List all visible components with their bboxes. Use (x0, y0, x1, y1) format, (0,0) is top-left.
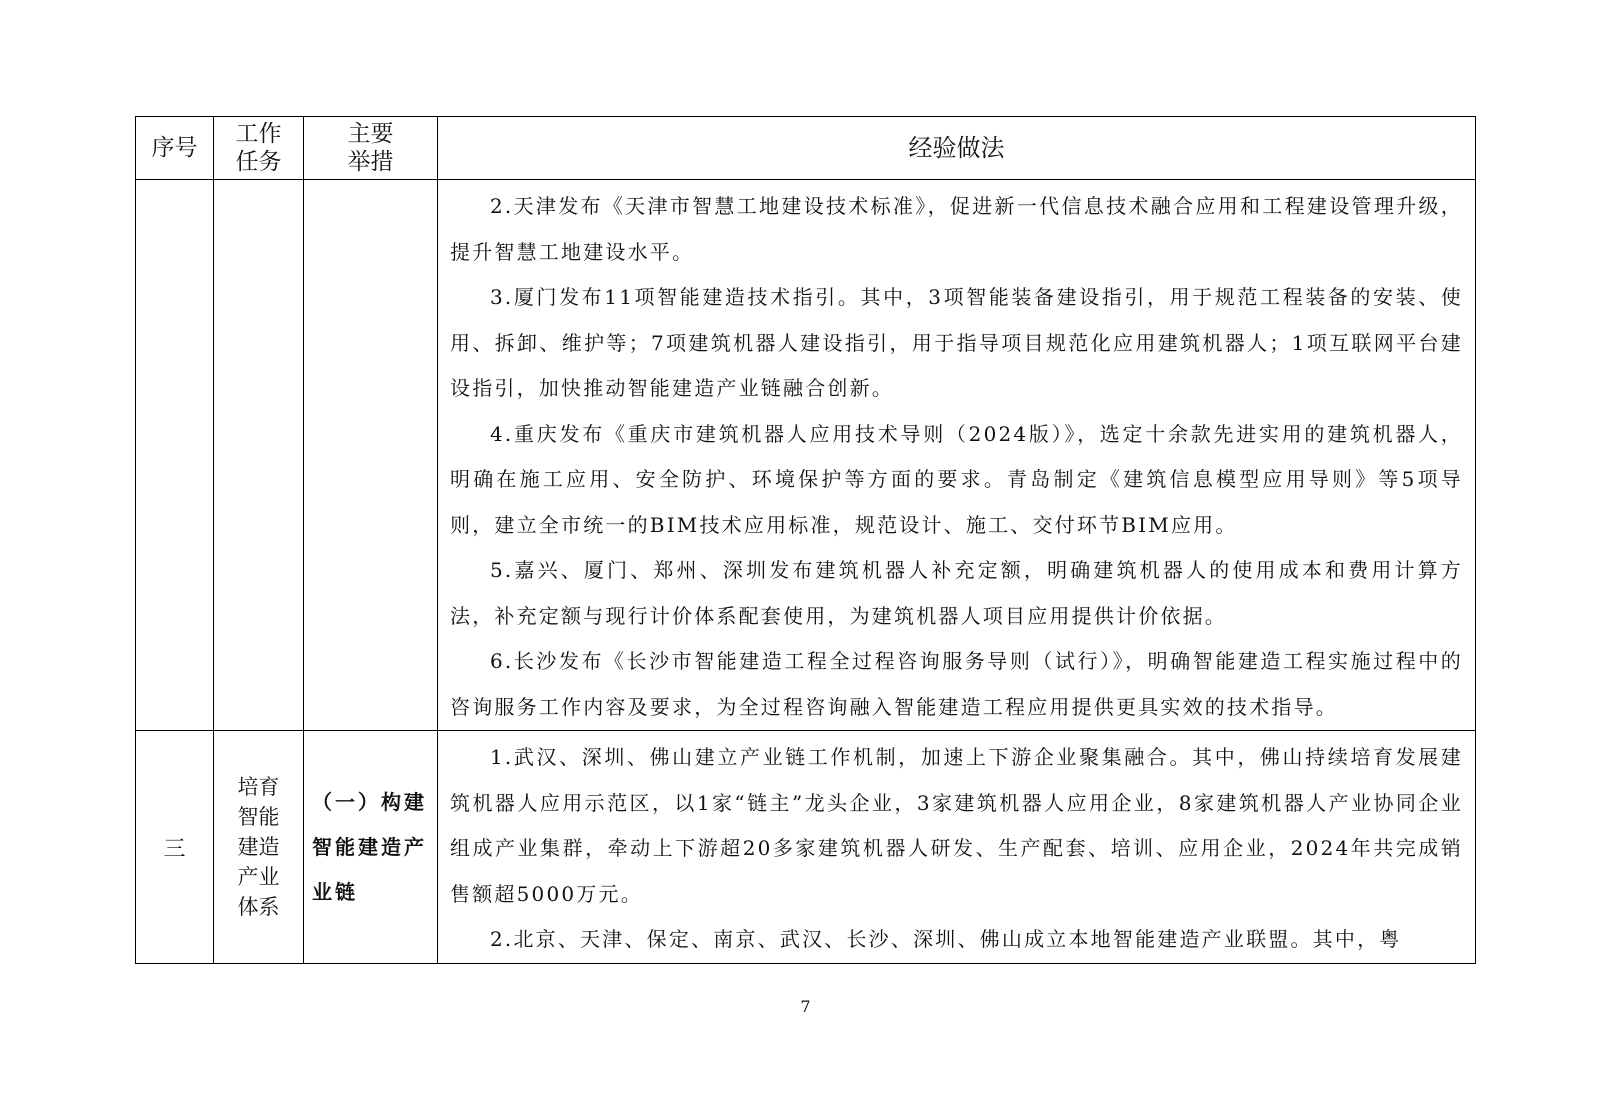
header-experience: 经验做法 (438, 117, 1476, 180)
experience-paragraph: 4.重庆发布《重庆市建筑机器人应用技术导则（2024版）》，选定十余款先进实用的建筑机器人，明确在施工应用、安全防护、环境保护等方面的要求。青岛制定《建筑信息模型应用导则》等5项导则，建立全市统一的BIM技术应用标准，规范设计、施工、交付环节BIM应用。 (450, 421, 1463, 537)
cell-seq-three: 三 (136, 731, 214, 964)
header-measure (304, 117, 438, 180)
table-row-continued (136, 180, 1476, 731)
cell-measure-continued (304, 180, 438, 731)
experience-paragraph: 6.长沙发布《长沙市智能建造工程全过程咨询服务导则（试行）》，明确智能建造工程实施过程中的咨询服务工作内容及要求，为全过程咨询融入智能建造工程应用提供更具实效的技术指导。 (450, 649, 1463, 719)
experience-paragraph: 3.厦门发布11项智能建造技术指引。其中，3项智能装备建设指引，用于规范工程装备的安装、使用、拆卸、维护等；7项建筑机器人建设指引，用于指导项目规范化应用建筑机器人；1项互联网平台建设指引，加快推动智能建造产业链融合创新。 (450, 285, 1463, 400)
experience-paragraph: 5.嘉兴、厦门、郑州、深圳发布建筑机器人补充定额，明确建筑机器人的使用成本和费用计算方法，补充定额与现行计价体系配套使用，为建筑机器人项目应用提供计价依据。 (450, 558, 1463, 628)
experience-table (135, 116, 1476, 964)
cell-seq-continued (136, 180, 214, 731)
experience-paragraph: 2.天津发布《天津市智慧工地建设技术标准》，促进新一代信息技术融合应用和工程建设管理升级，提升智慧工地建设水平。 (450, 194, 1463, 264)
experience-paragraph: 1.武汉、深圳、佛山建立产业链工作机制，加速上下游企业聚集融合。其中，佛山持续培育发展建筑机器人应用示范区，以1家“链主”龙头企业，3家建筑机器人应用企业，8家建筑机器人产业协同企业组成产业集群，牵动上下游超20多家建筑机器人研发、生产配套、培训、应用企业，2024年共完成销售额超5000万元。 (450, 745, 1463, 906)
header-task (214, 117, 304, 180)
header-task-label: 工作任务 (235, 121, 282, 175)
task-label: 培育智能建造产业体系 (237, 775, 280, 919)
cell-measure-three: （一）构建智能建造产业链 (304, 731, 438, 964)
experience-paragraph: 2.北京、天津、保定、南京、武汉、长沙、深圳、佛山成立本地智能建造产业联盟。其中，粤 (490, 927, 1402, 951)
cell-task-continued (214, 180, 304, 731)
cell-experience-three (438, 731, 1476, 964)
page-number: 7 (800, 997, 811, 1016)
header-measure-label: 主要举措 (347, 121, 394, 175)
cell-task-three (214, 731, 304, 964)
table-header-row (136, 117, 1476, 180)
cell-experience-continued (438, 180, 1476, 731)
header-seq: 序号 (136, 117, 214, 180)
table-row-three (136, 731, 1476, 964)
